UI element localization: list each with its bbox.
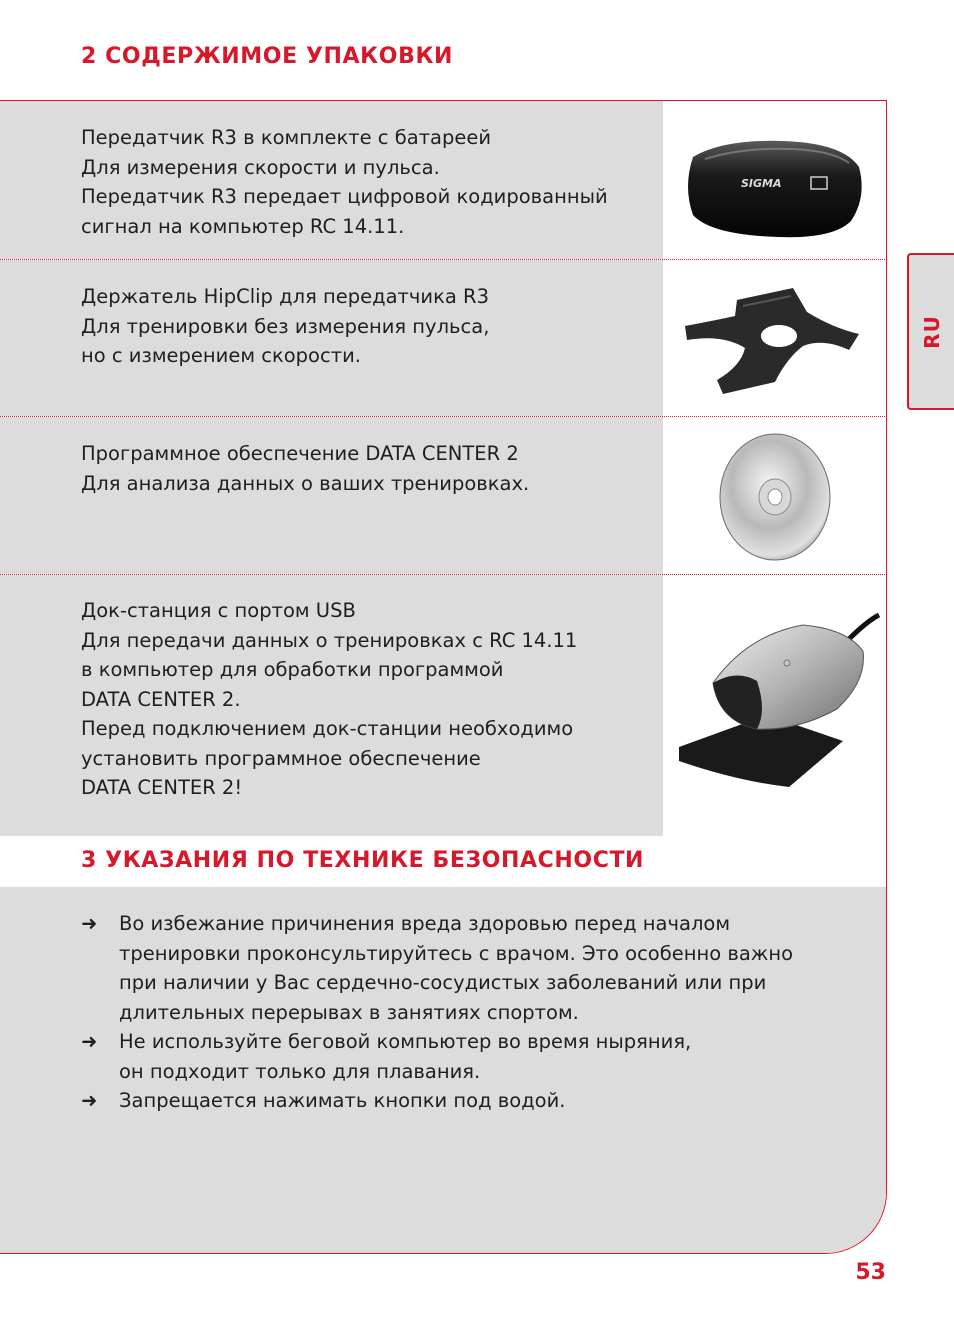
safety-instructions [0,887,887,1253]
section-title-package-contents: 2 СОДЕРЖИМОЕ УПАКОВКИ [81,44,454,69]
list-item [0,575,887,836]
page-number: 53 [855,1260,886,1285]
list-item [0,260,887,416]
cd-disc-image [717,431,833,563]
list-item [0,417,887,574]
svg-text:SIGMA: SIGMA [741,177,782,190]
language-tab-ru[interactable] [907,253,954,410]
list-item: ➜ Не используйте беговой компьютер во время ныряния, он подходит только для плавания. [81,1027,793,1086]
safety-heading-bar [0,836,887,887]
item-description: Передатчик R3 в комплекте с батареей Для измерения скорости и пульса. Передатчик R3 передает цифровой кодированный сигнал на компьютер RC 14.11. [81,126,608,238]
arrow-right-icon: ➜ [81,912,98,935]
transmitter-r3-image [683,137,869,249]
hipclip-holder-image [683,286,863,398]
content-frame [0,100,887,1254]
section-title-safety: 3 УКАЗАНИЯ ПО ТЕХНИКЕ БЕЗОПАСНОСТИ [81,848,645,873]
list-item [0,101,887,259]
list-item: ➜ Во избежание причинения вреда здоровью перед началом тренировки проконсультируйтесь с врачом. Это особенно важно при наличии у Вас сердечно-сосудистых заболеваний или при длительных перерывах в занятиях спортом. [81,909,793,1027]
usb-docking-station-image [677,611,881,797]
list-item: ➜ Запрещается нажимать кнопки под водой. [81,1086,793,1116]
item-description: Держатель HipClip для передатчика R3 Для тренировки без измерения пульса, но с измерением скорости. [81,285,490,367]
item-description: Док-станция с портом USB Для передачи данных о тренировках с RC 14.11 в компьютер для обработки программой DATA CENTER 2. Перед подключением док-станции необходимо установить программное обеспечение DATA CENTER 2! [81,599,578,799]
item-description: Программное обеспечение DATA CENTER 2 Для анализа данных о ваших тренировках. [81,442,530,495]
language-tab-label: RU [919,314,944,349]
arrow-right-icon: ➜ [81,1030,98,1053]
arrow-right-icon: ➜ [81,1089,98,1112]
